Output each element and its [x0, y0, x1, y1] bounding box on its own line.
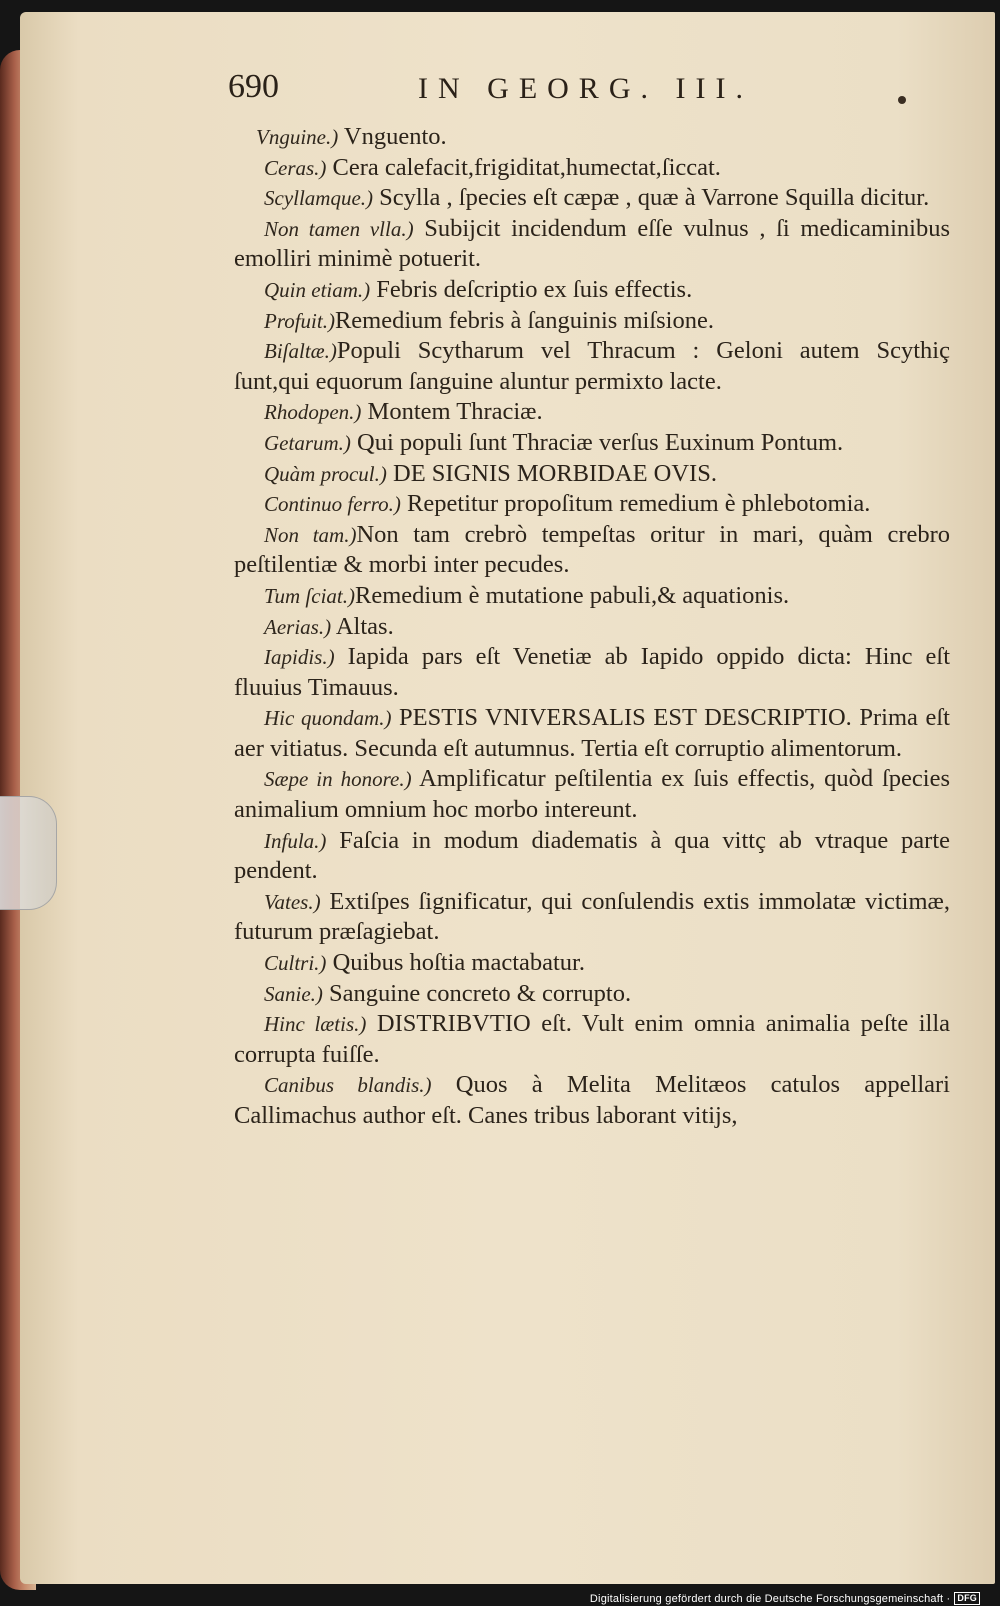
- gloss-text: Febris deſcriptio ex ſuis effectis.: [370, 275, 693, 303]
- gloss-text: Sanguine concreto & corrupto.: [322, 979, 632, 1007]
- commentary-entry: [234, 887, 950, 948]
- lemma: Biſaltæ.): [264, 339, 337, 364]
- commentary-entry: [234, 306, 950, 337]
- commentary-entry: [234, 122, 950, 153]
- gloss-text: DE SIGNIS MORBIDAE OVIS.: [386, 459, 717, 487]
- gloss-text: Non tam crebrò tempeſtas oritur in mari, quàm crebro peſtilentiæ & morbi inter pecudes.: [234, 520, 951, 579]
- gloss-text: Qui populi ſunt Thraciæ verſus Euxinum Pontum.: [350, 428, 844, 456]
- lemma: Infula.): [264, 828, 327, 853]
- commentary-entry: [234, 428, 950, 459]
- commentary-entry: [234, 764, 950, 825]
- gloss-text: Populi Scytharum vel Thracum : Geloni autem Scythiç ſunt,qui equorum ſanguine aluntur permixto lacte.: [234, 337, 950, 395]
- gloss-text: Quibus hoſtia mactabatur.: [326, 949, 585, 977]
- lemma: Hic quondam.): [264, 706, 392, 731]
- lemma: Vates.): [264, 889, 321, 914]
- gloss-text: Cera calefacit,frigiditat,humectat,ſiccat.: [326, 153, 721, 181]
- commentary-entry: [234, 979, 950, 1010]
- commentary-entry: [234, 612, 950, 643]
- commentary-entry: [234, 183, 950, 214]
- commentary-entry: [234, 581, 950, 612]
- commentary-entry: [234, 459, 950, 490]
- lemma: Rhodopen.): [264, 400, 362, 425]
- dfg-logo: DFG: [954, 1592, 980, 1605]
- commentary-entry: [234, 642, 950, 703]
- commentary-entry: [234, 826, 950, 887]
- gloss-text: Subijcit incidendum eſſe vulnus , ſi medicaminibus emolliri minimè potuerit.: [234, 214, 951, 273]
- lemma: Aerias.): [264, 614, 332, 639]
- lemma: Vnguine.): [256, 125, 339, 149]
- lemma: Tum ſciat.): [264, 583, 356, 608]
- gloss-text: Altas.: [331, 612, 394, 640]
- page-clip: [0, 796, 57, 910]
- lemma: Non tamen vlla.): [264, 216, 414, 241]
- digitization-footer: [590, 1592, 980, 1605]
- gloss-text: Iapida pars eſt Venetiæ ab Iapido oppido dicta: Hinc eſt fluuius Timauus.: [234, 643, 950, 701]
- lemma: Quàm procul.): [264, 461, 387, 486]
- running-title: IN GEORG. III.: [418, 72, 753, 105]
- gloss-text: Remedium febris à ſanguinis miſsione.: [334, 306, 714, 334]
- commentary-entry: [234, 489, 950, 520]
- commentary-entry: [234, 397, 950, 428]
- gloss-text: Montem Thraciæ.: [361, 398, 543, 426]
- gloss-text: PESTIS VNIVERSALIS EST DESCRIPTIO. Prima eſt aer vitiatus. Secunda eſt autumnus. Tertia eſt corruptio alimentorum.: [234, 704, 950, 762]
- lemma: Iapidis.): [264, 645, 335, 670]
- commentary-entry: [234, 1009, 950, 1070]
- commentary-entry: [234, 336, 950, 397]
- gloss-text: Faſcia in modum diadematis à qua vittç ab vtraque parte pendent.: [234, 826, 950, 885]
- commentary-entry: [234, 948, 950, 979]
- lemma: Cultri.): [264, 951, 327, 976]
- lemma: Canibus blandis.): [264, 1073, 432, 1098]
- gloss-text: Extiſpes ſignificatur, qui conſulendis extis immolatæ victimæ, futurum præſagiebat.: [234, 887, 950, 946]
- lemma: Ceras.): [264, 155, 327, 180]
- commentary-entry: [234, 153, 950, 184]
- commentary-entry: [234, 214, 950, 275]
- gloss-text: DISTRIBVTIO eſt. Vult enim omnia animalia peſte illa corrupta fuiſſe.: [234, 1010, 950, 1068]
- gloss-text: Remedium è mutatione pabuli,& aquationis.: [355, 581, 790, 609]
- lemma: Profuit.): [264, 308, 335, 333]
- commentary-entry: [234, 275, 950, 306]
- gloss-text: Amplificatur peſtilentia ex ſuis effectis, quòd ſpecies animalium omnium hoc morbo intereunt.: [234, 765, 950, 824]
- lemma: Sanie.): [264, 981, 323, 1006]
- gloss-text: Scylla , ſpecies eſt cæpæ , quæ à Varrone Squilla dicitur.: [373, 184, 930, 212]
- page-header: [228, 68, 948, 118]
- lemma: Non tam.): [264, 522, 357, 547]
- page-number: 690: [228, 68, 279, 105]
- commentary-entry: [234, 703, 950, 764]
- commentary-entry: [234, 520, 950, 581]
- gloss-text: Quos à Melita Melitæos catulos appellari Callimachus author eſt. Canes tribus laborant vitijs,: [234, 1071, 950, 1129]
- footer-credit: Digitalisierung gefördert durch die Deutsche Forschungsgemeinschaft ·: [589, 1592, 951, 1605]
- lemma: Hinc lætis.): [264, 1012, 367, 1037]
- commentary-entry: [234, 1070, 950, 1131]
- ink-mark: [898, 96, 906, 104]
- gloss-text: Repetitur propoſitum remedium è phlebotomia.: [400, 490, 871, 518]
- lemma: Quin etiam.): [264, 277, 371, 302]
- gloss-text: Vnguento.: [338, 123, 447, 150]
- lemma: Sæpe in honore.): [264, 767, 412, 792]
- lemma: Getarum.): [264, 430, 351, 455]
- commentary-text: [234, 122, 950, 1132]
- lemma: Scyllamque.): [264, 186, 374, 211]
- lemma: Continuo ferro.): [264, 492, 401, 517]
